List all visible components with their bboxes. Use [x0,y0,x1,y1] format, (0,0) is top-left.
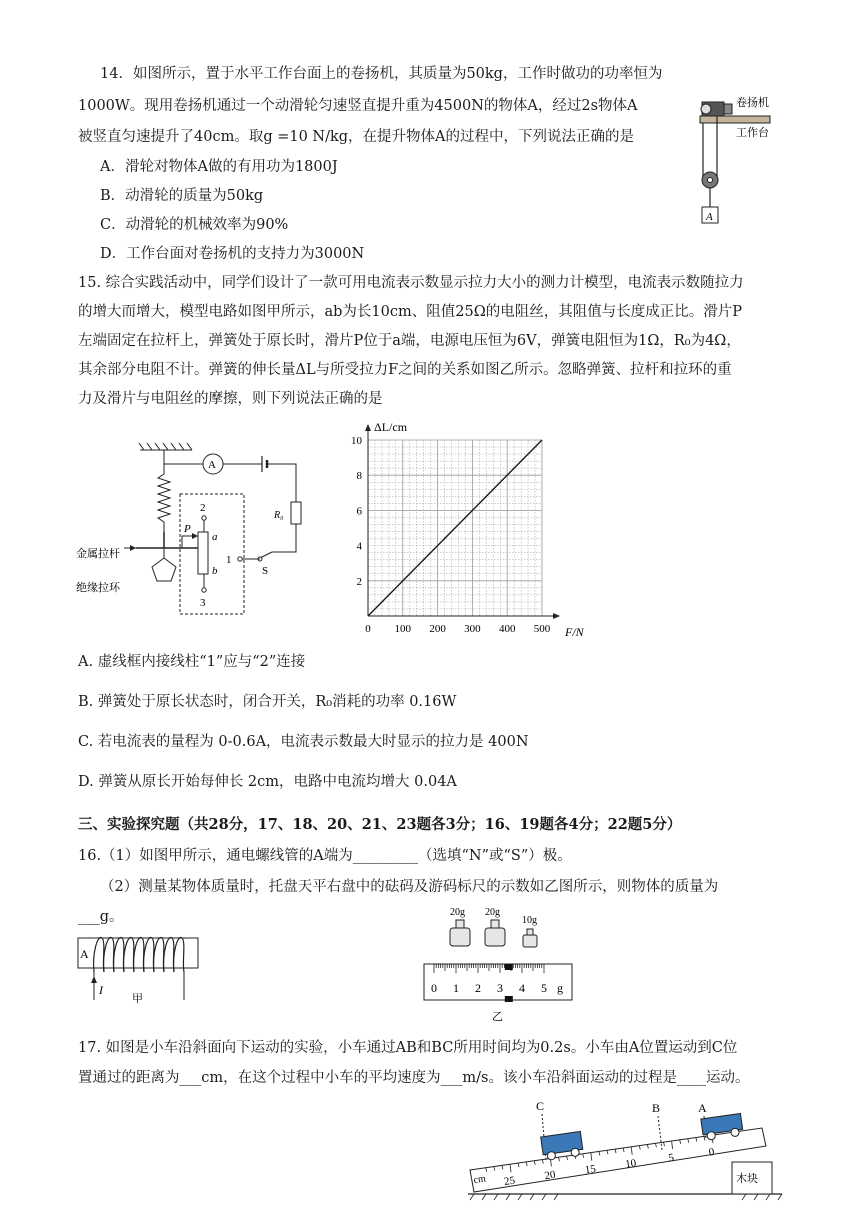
wire-top [164,450,203,464]
weight-1-label: 20g [450,907,465,918]
switch-icon [242,552,272,561]
current-arrow-icon [91,976,97,983]
weight-2-label: 20g [485,907,500,918]
q14-winch-figure [690,92,780,232]
q14-option-d: D．工作台面对卷扬机的支持力为3000N [100,246,365,262]
battery-icon [262,456,267,472]
incline-scale-label: 25 [503,1174,516,1188]
q14-option-b: B．动滑轮的质量为50kg [100,188,264,204]
chart-x-tick-label: 500 [533,623,551,635]
chart-x-tick-label: 300 [464,623,481,635]
q15-line-4: 其余部分电阻不计。弹簧的伸长量ΔL与所受拉力F之间的关系如图乙所示。忽略弹簧、拉杆和拉环的重 [78,362,732,378]
winch-label: 卷扬机 [736,97,769,109]
q15-line-2: 的增大而增大，模型电路如图甲所示，ab为长10cm、阻值25Ω的电阻丝，其阻值与长度成正比。滑片P [78,304,742,320]
chart-series [368,440,542,616]
point-a-label: A [698,1101,707,1115]
q14-line-1: 14．如图所示，置于水平工作台面上的卷扬机，其质量为50kg，工作时做功的功率恒为 [100,66,663,82]
q15-circuit-figure [76,440,316,640]
chart-x-arrow-icon [553,613,560,619]
weight-3-label: 10g [522,915,537,926]
rider-scale-unit: g [557,981,563,995]
q16-line-2: （2）测量某物体质量时，托盘天平右盘中的砝码及游码标尺的示数如乙图所示，则物体的质量为 [100,879,719,895]
resistance-wire-ab [198,532,208,574]
spring [158,464,170,532]
q17-line-2: 置通过的距离为___cm，在这个过程中小车的平均速度为___m/s。该小车沿斜面运动的过程是____运动。 [78,1070,750,1086]
chart-x-tick-label: 100 [394,623,412,635]
incline-scale-label: 10 [624,1157,638,1171]
rider-scale-label: 0 [431,981,437,995]
end-b-label: b [212,565,218,577]
chart-y-arrow-icon [365,424,371,431]
chart-y-tick-label: 6 [356,505,362,518]
q16-balance-figure [420,906,580,1024]
q15-delta-l-chart [338,418,600,642]
rider-scale-label: 5 [541,981,547,995]
incline-scale-label: 5 [667,1151,675,1165]
chart-y-tick-label: 2 [356,575,362,588]
q15-option-c: C. 若电流表的量程为 0-0.6A，电流表示数最大时显示的拉力是 400N [78,734,529,750]
slider-label: P [184,523,191,535]
block-a-label: A [706,211,713,223]
worktable [700,116,770,123]
chart-y-tick-label: 4 [356,540,362,553]
q16-line-3: ___g。 [78,909,124,925]
q17-line-1: 17. 如图是小车沿斜面向下运动的实验，小车通过AB和BC所用时间均为0.2s。小车由A位置运动到C位 [78,1040,738,1056]
r0-resistor [291,502,301,524]
incline-scale-label: 20 [543,1168,557,1183]
weight-10g-icon [523,929,537,947]
chart-x-tick-label: 400 [498,623,516,635]
terminal-2-label: 2 [200,502,206,514]
weight-20g-icon [485,920,505,946]
point-c-label: C [536,1100,545,1113]
chart-ticks [351,435,551,635]
ammeter-label: A [208,459,216,471]
chart-x-tick-label: 200 [429,623,446,635]
q15-option-d: D. 弹簧从原长开始每伸长 2cm，电路中电流均增大 0.04A [78,774,457,790]
q15-option-b: B. 弹簧处于原长状态时，闭合开关，R₀消耗的功率 0.16W [78,694,457,710]
q15-option-a: A. 虚线框内接线柱“1”应与“2”连接 [78,654,306,670]
q14-option-c: C．动滑轮的机械效率为90% [100,217,289,233]
r0-label: R₀ [274,510,284,521]
fig-jia-caption: 甲 [132,993,143,1004]
incline-unit: cm [472,1173,487,1186]
wood-block-label: 木块 [736,1173,758,1185]
q16-solenoid-figure [76,932,206,1004]
chart-y-axis-label: ΔL/cm [374,420,408,434]
chart-x-tick-label: 0 [365,623,371,635]
rider-scale-label: 3 [497,981,503,995]
chart-y-tick-label: 8 [356,470,362,483]
end-a-label: a [212,531,218,543]
ring-label: 绝缘拉环 [76,582,120,594]
switch-label: S [262,565,269,577]
solenoid-end-a-label: A [80,947,89,961]
q14-line-3: 被竖直匀速提升了40cm。取g =10 N/kg，在提升物体A的过程中，下列说法正确的是 [78,129,635,145]
winch-icon [701,102,732,116]
rider-scale-label: 1 [453,981,459,995]
incline-scale-label: 15 [584,1162,597,1177]
rider-marker-top [505,964,513,970]
q15-line-5: 力及滑片与电阻丝的摩擦，则下列说法正确的是 [78,391,383,407]
current-label: I [99,983,103,997]
chart-x-axis-label: F/N [565,625,584,639]
rod-label: 金属拉杆 [76,548,120,560]
rider-marker-bottom [505,996,513,1002]
terminal-1-label: 1 [226,554,232,566]
rider-scale-label: 2 [475,981,481,995]
weight-20g-icon [450,920,470,946]
dashed-box [180,494,244,614]
table-label: 工作台 [736,127,769,139]
section-3-heading: 三、实验探究题（共28分，17、18、20、21、23题各3分；16、19题各4分；22题5分） [78,816,682,833]
q16-line-1: 16.（1）如图甲所示，通电螺线管的A端为_________（选填“N”或“S”）极。 [78,848,572,864]
insulating-ring [152,558,176,581]
incline-scale-label: 0 [708,1145,716,1159]
q15-line-3: 左端固定在拉杆上，弹簧处于原长时，滑片P位于a端，电源电压恒为6V，弹簧电阻恒为1Ω，R₀为4Ω， [78,333,741,349]
terminal-3-label: 3 [200,597,206,609]
rider-scale-label: 4 [519,981,525,995]
q15-line-1: 15. 综合实践活动中，同学们设计了一款可用电流表示数显示拉力大小的测力计模型，电流表示数随拉力 [78,275,744,291]
q14-option-a: A．滑轮对物体A做的有用功为1800J [100,159,338,175]
point-b-label: B [652,1101,661,1115]
ceiling [139,443,192,450]
chart-y-tick-label: 10 [351,435,362,447]
q14-line-2: 1000W。现用卷扬机通过一个动滑轮匀速竖直提升重为4500N的物体A，经过2s物体A [78,98,638,114]
fig-yi-caption: 乙 [492,1011,503,1023]
q17-incline-figure [466,1100,786,1208]
solenoid-core [78,938,198,968]
chart-series-line [368,440,542,616]
